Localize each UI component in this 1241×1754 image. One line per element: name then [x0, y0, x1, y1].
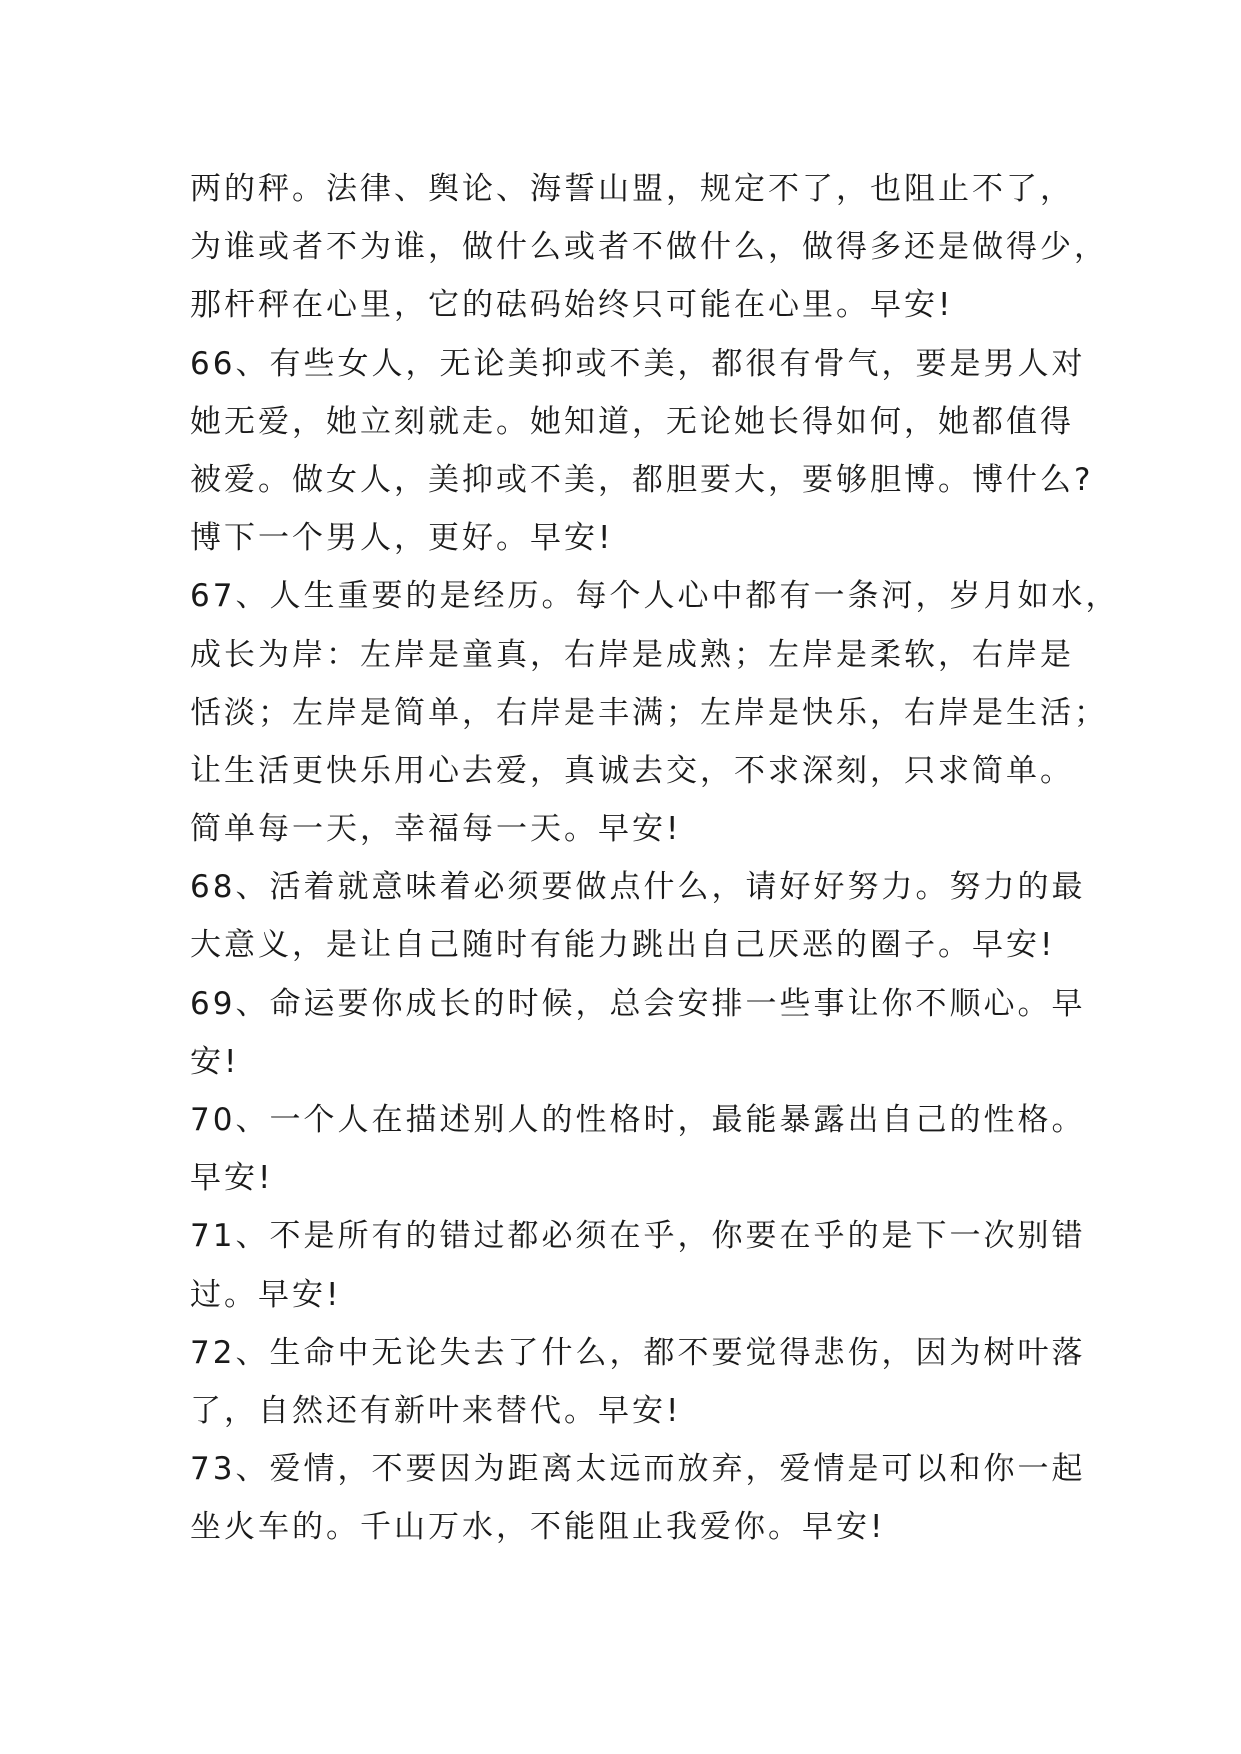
text-line: 了，自然还有新叶来替代。早安! — [190, 1392, 682, 1429]
text-line: 68、活着就意味着必须要做点什么，请好好努力。努力的最 — [190, 869, 1086, 906]
text-line: 她无爱，她立刻就走。她知道，无论她长得如何，她都值得 — [190, 403, 1074, 440]
text-line: 简单每一天，幸福每一天。早安! — [190, 811, 682, 848]
text-line: 两的秤。法律、舆论、海誓山盟，规定不了，也阻止不了， — [190, 171, 1074, 207]
text-line: 过。早安! — [190, 1276, 342, 1313]
text-line: 坐火车的。千山万水，不能阻止我爱你。早安! — [190, 1509, 886, 1546]
text-line: 为谁或者不为谁，做什么或者不做什么，做得多还是做得少， — [190, 229, 1108, 266]
text-line: 被爱。做女人，美抑或不美，都胆要大，要够胆博。博什么? — [190, 461, 1094, 498]
text-line: 安! — [190, 1043, 240, 1080]
body-text — [190, 160, 1120, 1557]
text-line: 66、有些女人，无论美抑或不美，都很有骨气，要是男人对 — [190, 345, 1086, 382]
text-line: 那杆秤在心里，它的砝码始终只可能在心里。早安! — [190, 287, 954, 324]
text-line: 成长为岸：左岸是童真，右岸是成熟；左岸是柔软，右岸是 — [190, 636, 1074, 673]
text-line: 早安! — [190, 1160, 274, 1197]
text-line: 让生活更快乐用心去爱，真诚去交，不求深刻，只求简单。 — [190, 752, 1074, 789]
text-line: 72、生命中无论失去了什么，都不要觉得悲伤，因为树叶落 — [190, 1334, 1086, 1371]
text-line: 69、命运要你成长的时候，总会安排一些事让你不顺心。早 — [190, 985, 1086, 1022]
text-line: 71、不是所有的错过都必须在乎，你要在乎的是下一次别错 — [190, 1218, 1086, 1255]
text-line: 67、人生重要的是经历。每个人心中都有一条河，岁月如水， — [190, 578, 1120, 615]
text-line: 73、爱情，不要因为距离太远而放弃，爱情是可以和你一起 — [190, 1451, 1086, 1488]
text-line: 大意义，是让自己随时有能力跳出自己厌恶的圈子。早安! — [190, 927, 1056, 964]
text-line: 70、一个人在描述别人的性格时，最能暴露出自己的性格。 — [190, 1102, 1086, 1138]
text-line: 恬淡；左岸是简单，右岸是丰满；左岸是快乐，右岸是生活； — [190, 694, 1108, 731]
text-line: 博下一个男人，更好。早安! — [190, 520, 614, 557]
